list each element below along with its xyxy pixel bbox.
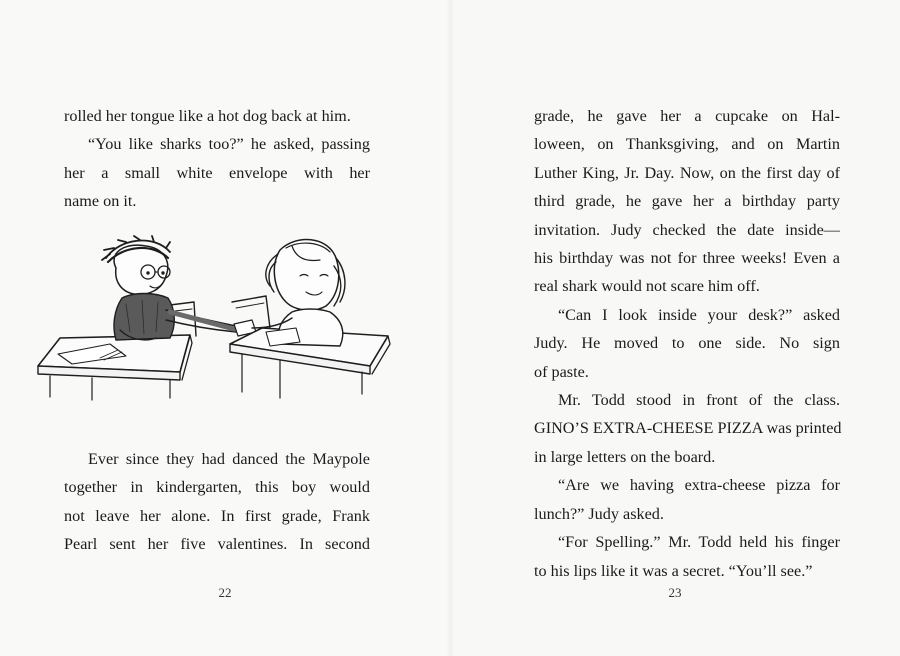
text-line: invitation. Judy checked the date inside— — [534, 220, 840, 239]
text-line: “Are we having extra-cheese pizza for — [558, 476, 840, 495]
page-number: 22 — [218, 585, 232, 600]
text-line: rolled her tongue like a hot dog back at him. — [64, 107, 351, 125]
text-line: name on it. — [64, 192, 137, 211]
text-line: loween, on Thanksgiving, and on Martin — [534, 135, 840, 154]
text-line: not leave her alone. In first grade, Frank — [64, 506, 370, 525]
text-line: “For Spelling.” Mr. Todd held his finger — [558, 533, 840, 552]
text-line: in large letters on the board. — [534, 447, 716, 466]
text-line: Ever since they had danced the Maypole — [88, 450, 370, 468]
left-page-top-text — [64, 102, 370, 216]
text-line: Luther King, Jr. Day. Now, on the first day of — [534, 163, 840, 182]
text-line: together in kindergarten, this boy would — [64, 478, 370, 497]
text-line: his birthday was not for three weeks! Even a — [534, 249, 840, 268]
text-line: real shark would not scare him off. — [534, 277, 760, 296]
text-line: of paste. — [534, 362, 589, 381]
text-line: Judy. He moved to one side. No sign — [534, 334, 840, 353]
text-line: “Can I look inside your desk?” asked — [558, 305, 840, 324]
book-gutter — [446, 0, 454, 656]
text-line: lunch?” Judy asked. — [534, 504, 664, 523]
page-number: 23 — [668, 585, 682, 600]
text-line: Mr. Todd stood in front of the class. — [558, 391, 840, 410]
text-line: grade, he gave her a cupcake on Hal- — [534, 107, 840, 125]
two-children-at-school-desks-illustration — [30, 232, 400, 402]
text-line: GINO’S EXTRA-CHEESE PIZZA was printed — [534, 419, 842, 438]
text-line: to his lips like it was a secret. “You’ll see.” — [534, 561, 813, 580]
text-line: her a small white envelope with her — [64, 163, 370, 182]
text-line: “You like sharks too?” he asked, passing — [88, 135, 370, 154]
right-page-text — [534, 102, 840, 585]
text-line: third grade, he gave her a birthday party — [534, 192, 840, 211]
left-page-bottom-text — [64, 445, 370, 559]
right-page — [450, 0, 900, 656]
text-line: Pearl sent her five valentines. In second — [64, 535, 370, 554]
